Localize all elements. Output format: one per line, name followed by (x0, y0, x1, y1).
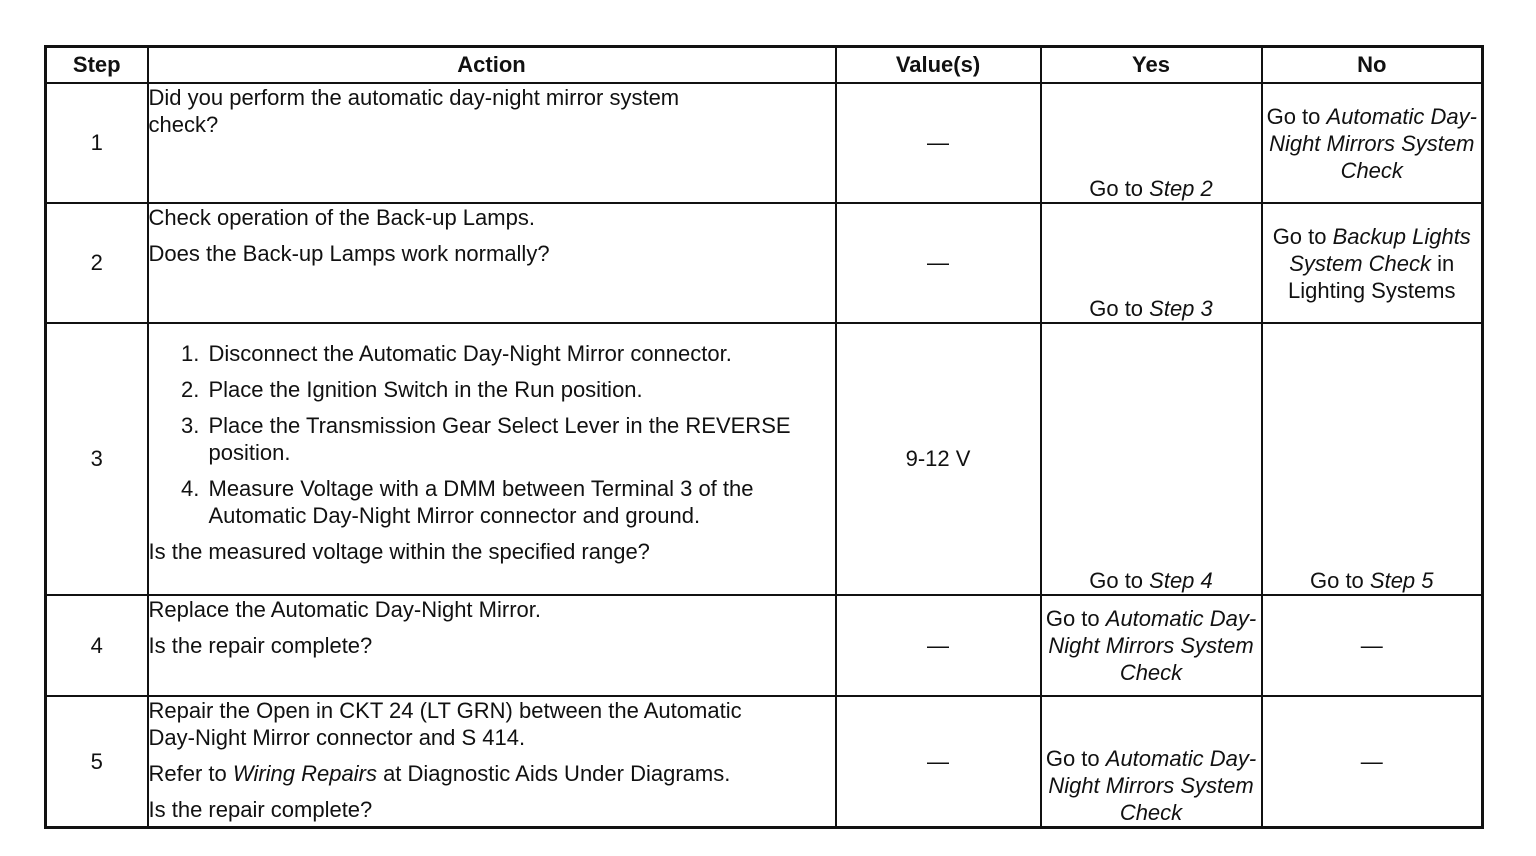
list-item: 2. Place the Ignition Switch in the Run position. (206, 376, 835, 403)
reference-suffix: at Diagnostic Aids Under Diagrams. (376, 761, 731, 786)
yes-prefix: Go to (1089, 568, 1150, 593)
step-number: 1 (46, 83, 148, 203)
yes-link: Automatic Day-Night Mirrors System Check (1048, 746, 1257, 825)
action-cell (148, 323, 836, 595)
no-prefix: Go to (1266, 103, 1327, 129)
no-cell (1262, 203, 1483, 323)
action-text: Check operation of the Back-up Lamps. (148, 205, 535, 230)
yes-cell (1041, 696, 1262, 828)
action-cell (148, 83, 836, 203)
table-row (46, 696, 1483, 828)
no-link: Automatic Day-Night Mirrors System Check (1269, 103, 1477, 183)
action-text: Replace the Automatic Day-Night Mirror. (148, 597, 541, 622)
action-cell (148, 203, 836, 323)
header-step: Step (46, 47, 148, 84)
no-prefix: Go to (1309, 568, 1370, 593)
yes-link: Automatic Day-Night Mirrors System Check (1048, 606, 1257, 685)
step-number: 2 (46, 203, 148, 323)
step-number: 3 (46, 323, 148, 595)
yes-cell (1041, 203, 1262, 323)
no-cell (1262, 83, 1483, 203)
table-row (46, 203, 1483, 323)
value-cell: — (836, 83, 1041, 203)
no-prefix: Go to (1272, 223, 1333, 249)
no-cell: — (1262, 595, 1483, 696)
step-number: 4 (46, 595, 148, 696)
yes-link: Step 4 (1149, 568, 1213, 593)
action-cell (148, 595, 836, 696)
header-values: Value(s) (836, 47, 1041, 84)
header-action: Action (148, 47, 836, 84)
yes-prefix: Go to (1089, 296, 1150, 321)
action-text: Repair the Open in CKT 24 (LT GRN) between the Automatic Day-Night Mirror connector and S 414. (148, 698, 742, 750)
yes-cell (1041, 595, 1262, 696)
action-question: Is the repair complete? (148, 797, 373, 822)
yes-cell (1041, 83, 1262, 203)
header-yes: Yes (1041, 47, 1262, 84)
action-question: Does the Back-up Lamps work normally? (148, 241, 550, 266)
value-cell: — (836, 203, 1041, 323)
no-cell: — (1262, 696, 1483, 828)
yes-prefix: Go to (1045, 746, 1106, 771)
list-item: 3. Place the Transmission Gear Select Lever in the REVERSE position. (206, 412, 835, 466)
yes-cell (1041, 323, 1262, 595)
reference-prefix: Refer to (148, 761, 233, 786)
header-no: No (1262, 47, 1483, 84)
yes-prefix: Go to (1089, 176, 1150, 201)
list-item: 1. Disconnect the Automatic Day-Night Mirror connector. (206, 340, 835, 367)
step-number: 5 (46, 696, 148, 828)
table-row (46, 83, 1483, 203)
yes-prefix: Go to (1045, 606, 1106, 631)
action-question: Is the measured voltage within the specified range? (148, 539, 650, 564)
list-item: 4. Measure Voltage with a DMM between Terminal 3 of the Automatic Day-Night Mirror connector and ground. (206, 475, 835, 529)
no-suffix: in Lighting Systems (1287, 250, 1456, 303)
no-link: Step 5 (1369, 568, 1434, 593)
header-row (46, 47, 1483, 84)
reference-link: Wiring Repairs (232, 761, 377, 786)
table-row (46, 595, 1483, 696)
action-question: Is the repair complete? (148, 633, 373, 658)
yes-link: Step 2 (1149, 176, 1213, 201)
no-link: Backup Lights System Check (1289, 223, 1471, 276)
procedure-list (149, 340, 835, 529)
value-cell: 9-12 V (836, 323, 1041, 595)
yes-link: Step 3 (1149, 296, 1213, 321)
action-text: Did you perform the automatic day-night mirror system check? (148, 85, 680, 137)
no-cell (1262, 323, 1483, 595)
value-cell: — (836, 595, 1041, 696)
action-reference (149, 760, 835, 787)
value-cell: — (836, 696, 1041, 828)
diagnostic-table (44, 45, 1484, 829)
table-row (46, 323, 1483, 595)
action-cell (148, 696, 836, 828)
